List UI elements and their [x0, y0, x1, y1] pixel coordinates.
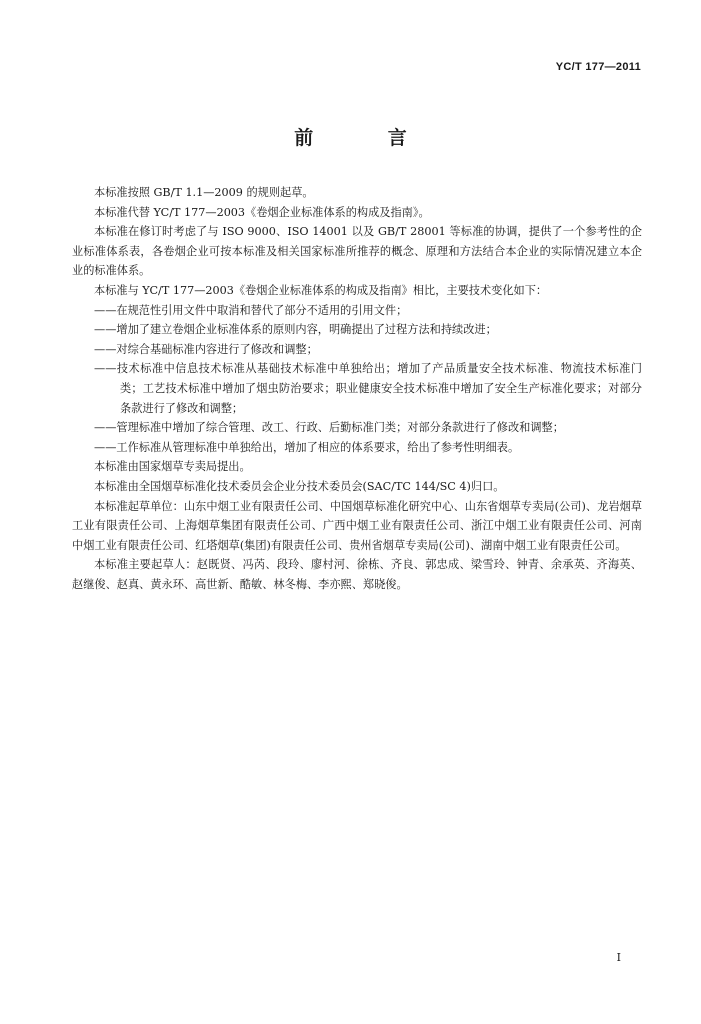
standard-code: YC/T 177—2011 — [555, 61, 641, 73]
paragraph: 本标准由全国烟草标准化技术委员会企业分技术委员会(SAC/TC 144/SC 4)归口。 — [94, 479, 505, 493]
page-title: 前 言 — [294, 127, 441, 149]
drafting-units: 本标准起草单位：山东中烟工业有限责任公司、中国烟草标准化研究中心、山东省烟草专卖局(公司)、龙岩烟草工业有限责任公司、上海烟草集团有限责任公司、广西中烟工业有限责任公司、浙江中烟工业有限责任公司、河南中烟工业有限责任公司、红塔烟草(集团)有限责任公司、贵州省烟草专卖局(公司)、湖南中烟工业有限责任公司。 — [72, 499, 642, 552]
paragraph: 本标准由国家烟草专卖局提出。 — [94, 460, 251, 474]
paragraph: 本标准按照 GB/T 1.1—2009 的规则起草。 — [94, 186, 314, 199]
drafters: 本标准主要起草人：赵既贤、冯芮、段玲、廖村河、徐栋、齐良、郭忠成、梁雪玲、钟青、余承英、齐海英、赵继俊、赵真、黄永环、高世新、酷敏、林冬梅、李亦熙、郑晓俊。 — [72, 558, 642, 591]
change-item: ——在规范性引用文件中取消和替代了部分不适用的引用文件； — [94, 303, 408, 317]
change-item: ——对综合基础标准内容进行了修改和调整； — [94, 342, 318, 356]
change-item: ——工作标准从管理标准中单独给出，增加了相应的体系要求，给出了参考性明细表。 — [94, 440, 520, 454]
page-number: I — [616, 951, 621, 964]
paragraph: 本标准代替 YC/T 177—2003《卷烟企业标准体系的构成及指南》。 — [94, 205, 430, 219]
change-item: ——增加了建立卷烟企业标准体系的原则内容，明确提出了过程方法和持续改进； — [94, 323, 497, 337]
change-item: ——管理标准中增加了综合管理、改工、行政、后勤标准门类；对部分条款进行了修改和调整； — [94, 421, 564, 435]
change-item: ——技术标准中信息技术标准从基础技术标准中单独给出；增加了产品质量安全技术标准、物流技术标准门类；工艺技术标准中增加了烟虫防治要求；职业健康安全技术标准中增加了安全生产标准化要求；对部分条款进行了修改和调整； — [94, 362, 642, 415]
foreword-body — [72, 183, 642, 594]
paragraph: 本标准与 YC/T 177—2003《卷烟企业标准体系的构成及指南》相比，主要技术变化如下： — [94, 283, 548, 297]
paragraph: 本标准在修订时考虑了与 ISO 9000、ISO 14001 以及 GB/T 28001 等标准的协调，提供了一个参考性的企业标准体系表，各卷烟企业可按本标准及相关国家标准所推荐的概念、原理和方法结合本企业的实际情况建立本企业的标准体系。 — [72, 225, 642, 278]
